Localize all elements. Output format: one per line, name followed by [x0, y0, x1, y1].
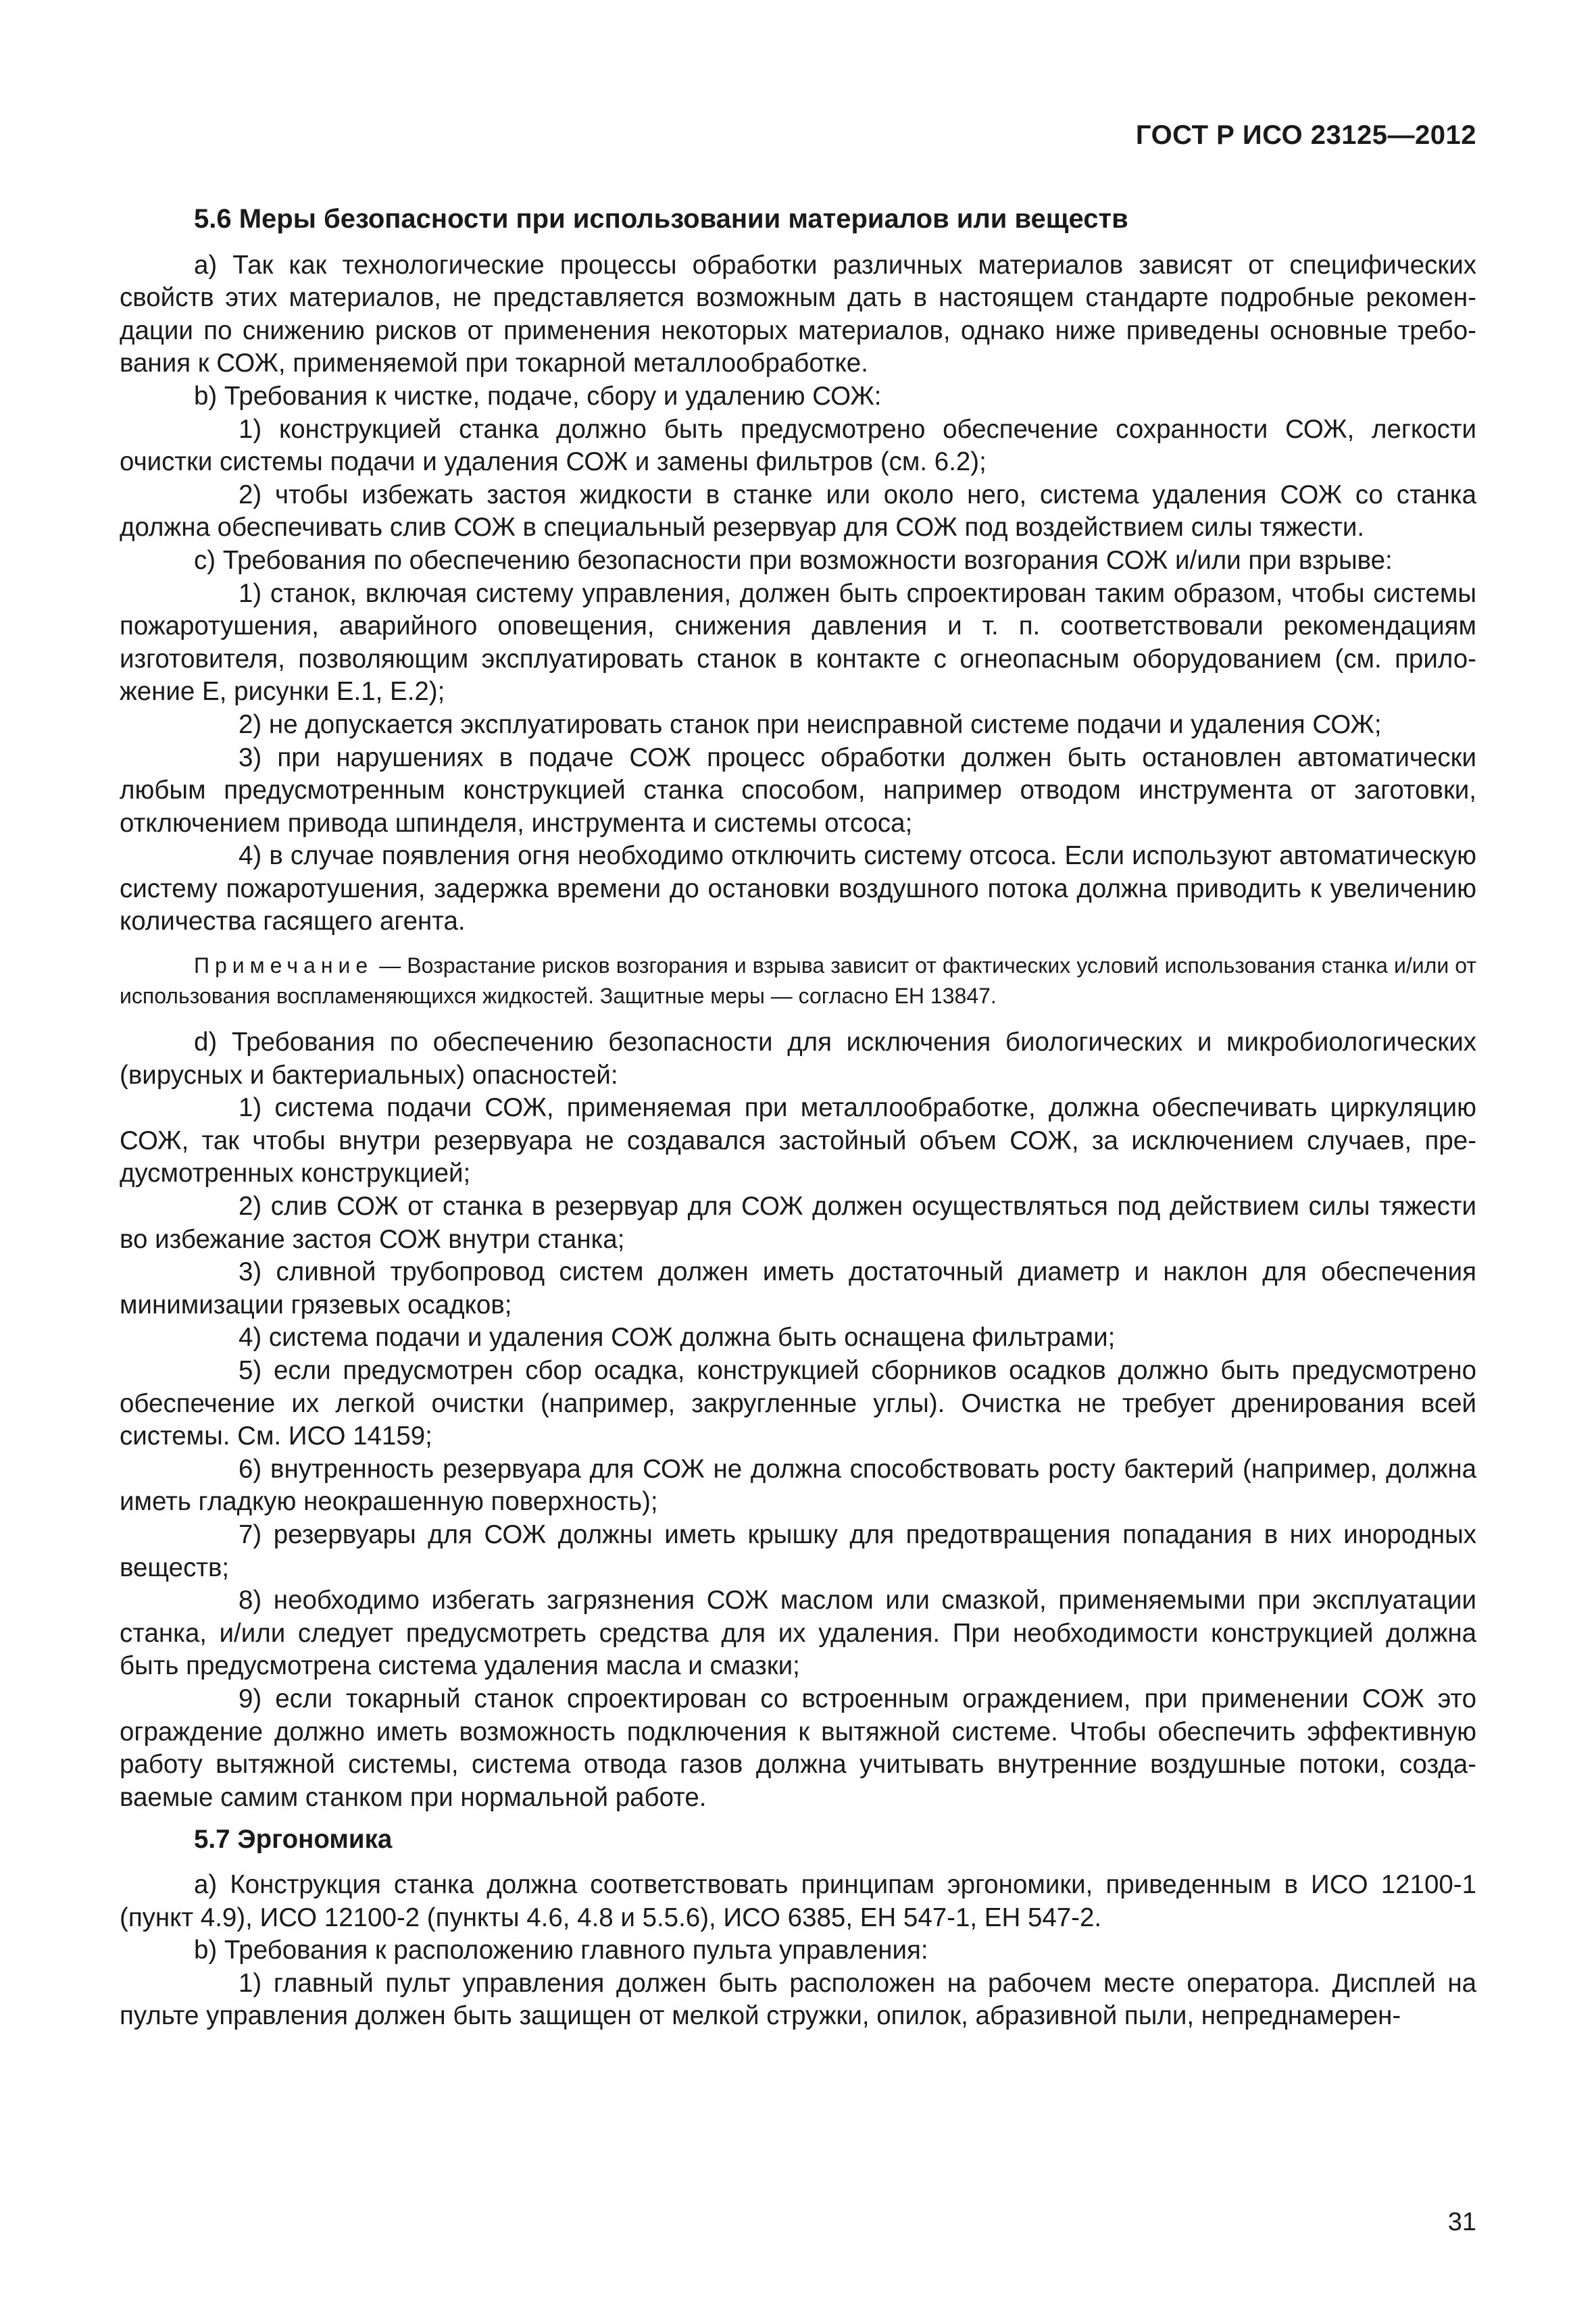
standard-designation: ГОСТ Р ИСО 23125—2012 [1135, 120, 1476, 150]
item-5-6-d-4: 4) система подачи и удаления СОЖ должна быть оснащена фильтрами; [239, 1323, 1116, 1353]
item-5-6-d-5: 5) если предусмотрен сбор осадка, конструкцией сборников осадков должно быть предусмотрено обеспечение их легкой очистки (например, закругленные углы). Очистка не требует дренирования всей системы. См. ИСО 14159; [120, 1356, 1476, 1451]
note-label: Примечание [194, 953, 374, 978]
paragraph-5-7-b: b) Требования к расположению главного пульта управления: [194, 1936, 928, 1965]
item-5-6-d-9: 9) если токарный станок спроектирован со встроенным ограждением, при применении СОЖ это ограждение должно иметь возможность подключения к вытяжной системе. Чтобы обеспечить эффективную работу вытяжной системы, система отвода газов должна учитывать внутренние воздушные потоки, создаваемые самим станком при нормальной работе. [120, 1684, 1476, 1812]
section-5-6-heading: 5.6 Меры безопасности при использовании материалов или веществ [194, 204, 1128, 234]
item-5-6-d-1: 1) система подачи СОЖ, применяемая при металлообработке, должна обеспечивать циркуляцию СОЖ, так чтобы внутри резервуара не создавался застойный объем СОЖ, за исключением случаев, предусмотренных конструкцией; [120, 1093, 1476, 1188]
item-5-6-c-3: 3) при нарушениях в подаче СОЖ процесс обработки должен быть остановлен автоматически любым предусмотренным конструкцией станка способом, например отводом инструмента от заготовки, отключением привода шпинделя, инструмента и системы отсоса; [120, 743, 1476, 838]
paragraph-5-6-d: d) Требования по обеспечению безопасности для исключения биологических и микробиологических (вирусных и бактериальных) опасностей: [120, 1028, 1476, 1090]
item-5-6-c-1: 1) станок, включая систему управления, должен быть спроектирован таким образом, чтобы системы пожаротушения, аварийного оповещения, снижения давления и т. п. соответствовали рекомендациям изготовителя, позволяющим эксплуатировать станок в контакте с огнеопасным оборудованием (см. приложение Е, рисунки Е.1, Е.2); [120, 578, 1476, 707]
paragraph-5-6-a: a) Так как технологические процессы обработки различных материалов зависят от специфических свойств этих материалов, не представляется возможным дать в настоящем стандарте подробные рекомендации по снижению рисков от применения некоторых материалов, однако ниже приведены основные требования к СОЖ, применяемой при токарной металлообработке. [120, 250, 1476, 378]
note-text: — Возрастание рисков возгорания и взрыва зависит от фактических условий использования станка и/или от использования воспламеняющихся жидкостей. Защитные меры — согласно ЕН 13847. [120, 953, 1476, 1009]
item-5-6-c-4: 4) в случае появления огня необходимо отключить систему отсоса. Если используют автоматическую систему пожаротушения, задержка времени до остановки воздушного потока должна приводить к увеличению количества гасящего агента. [120, 841, 1476, 936]
paragraph-5-6-c: c) Требования по обеспечению безопасности при возможности возгорания СОЖ и/или при взрыве: [194, 545, 1393, 575]
note [120, 951, 1476, 1011]
paragraph-5-6-b: b) Требования к чистке, подаче, сбору и удалению СОЖ: [194, 381, 882, 411]
document-body [120, 203, 1476, 2033]
item-5-6-d-7: 7) резервуары для СОЖ должны иметь крышку для предотвращения попадания в них инородных веществ; [120, 1519, 1476, 1582]
item-5-6-d-6: 6) внутренность резервуара для СОЖ не должна способствовать росту бактерий (например, должна иметь гладкую неокрашенную поверхность); [120, 1454, 1476, 1517]
paragraph-5-7-a: a) Конструкция станка должна соответствовать принципам эргономики, приведенным в ИСО 12100-1 (пункт 4.9), ИСО 12100-2 (пункты 4.6, 4.8 и 5.5.6), ИСО 6385, ЕН 547-1, ЕН 547-2. [120, 1869, 1476, 1932]
page-number: 31 [1447, 2208, 1476, 2236]
item-5-6-d-2: 2) слив СОЖ от станка в резервуар для СОЖ должен осуществляться под действием силы тяжести во избежание застоя СОЖ внутри станка; [120, 1192, 1476, 1254]
item-5-6-d-3: 3) сливной трубопровод систем должен иметь достаточный диаметр и наклон для обеспечения минимизации грязевых осадков; [120, 1257, 1476, 1319]
item-5-7-b-1: 1) главный пульт управления должен быть расположен на рабочем месте оператора. Дисплей на пульте управления должен быть защищен от мелкой стружки, опилок, абразивной пыли, непреднамерен- [120, 1968, 1476, 2031]
item-5-6-c-2: 2) не допускается эксплуатировать станок при неисправной системе подачи и удаления СОЖ; [239, 709, 1382, 739]
section-5-7-heading: 5.7 Эргономика [194, 1825, 393, 1855]
item-5-6-b-1: 1) конструкцией станка должно быть предусмотрено обеспечение сохранности СОЖ, легкости очистки системы подачи и удаления СОЖ и замены фильтров (см. 6.2); [120, 414, 1476, 477]
item-5-6-d-8: 8) необходимо избегать загрязнения СОЖ маслом или смазкой, применяемыми при эксплуатации станка, и/или следует предусмотреть средства для их удаления. При необходимости конструкцией должна быть предусмотрена система удаления масла и смазки; [120, 1586, 1476, 1681]
item-5-6-b-2: 2) чтобы избежать застоя жидкости в станке или около него, система удаления СОЖ со станка должна обеспечивать слив СОЖ в специальный резервуар для СОЖ под воздействием силы тяжести. [120, 480, 1476, 543]
